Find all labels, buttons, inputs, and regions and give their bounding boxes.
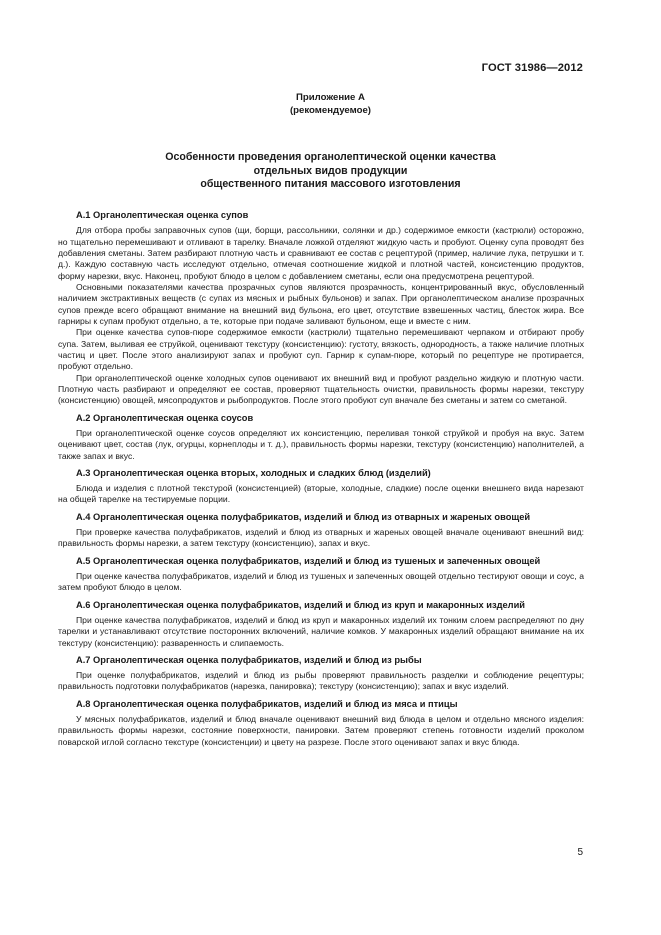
paragraph: Основными показателями качества прозрачных супов являются прозрачность, концентрированный вкус, обусловленный наличием экстрактивных веществ (с супах из мясных и рыбных бульонов) и запах. При органолептическом анализе прозрачных супов прежде всего обращают внимание на внешний вид бульона, его цвет, отсутствие взвешенных частиц, блесток жира. Все гарниры к супам пробуют отдельно, а те, которые при подаче заливают бульоном, еще и вместе с ним.	[58, 281, 584, 326]
document-code: ГОСТ 31986—2012	[481, 62, 583, 74]
section-heading: А.5 Органолептическая оценка полуфабрикатов, изделий и блюд из тушеных и запеченных овощей	[76, 555, 541, 566]
paragraph: Блюда и изделия с плотной текстурой (консистенцией) (вторые, холодные, сладкие) после оценки внешнего вида нарезают на общей тарелке на тестируемые порции.	[58, 483, 584, 505]
section	[58, 655, 584, 693]
section-heading: А.2 Органолептическая оценка соусов	[76, 412, 254, 423]
section-heading: А.7 Органолептическая оценка полуфабрикатов, изделий и блюд из рыбы	[76, 654, 422, 665]
page-number: 5	[577, 847, 583, 858]
paragraph: При оценке качества полуфабрикатов, изделий и блюд из тушеных и запеченных овощей отдельно тестируют овощи и соус, а затем пробуют блюдо в целом.	[58, 570, 584, 593]
document-body	[58, 210, 584, 748]
paragraph: При органолептической оценке соусов определяют их консистенцию, переливая тонкой струйкой и пробуя на вкус. Затем оценивают цвет, состав (лук, огурцы, корнеплоды и т. д.), правильность формы нарезки, текстуру (консистенцию) наполнителей, а также запах и вкус.	[58, 427, 584, 461]
paragraph: При проверке качества полуфабрикатов, изделий и блюд из отварных и жареных овощей вначале оценивают внешний вид: правильность формы нарезки, а затем текстуру (консистенцию), запах и вкус.	[58, 527, 584, 549]
section	[58, 556, 584, 594]
section-heading: А.3 Органолептическая оценка вторых, холодных и сладких блюд (изделий)	[76, 467, 431, 478]
section	[58, 699, 584, 748]
title-line: Особенности проведения органолептической оценки качества	[165, 151, 496, 163]
paragraph: У мясных полуфабрикатов, изделий и блюд вначале оценивают внешний вид блюда в целом и отдельно мясного изделия: правильность формы нарезки, состояние поверхности, панировки. Затем проверяют степень готовности изделий проколом поварской иглой согласно текстуре (консистенции) и цвету на разрезе. После этого оценивают запах и вкус блюда.	[58, 713, 584, 747]
section	[58, 468, 584, 506]
paragraph: При оценке качества полуфабрикатов, изделий и блюд из круп и макаронных изделий их тонким слоем распределяют по дну тарелки и устанавливают отсутствие посторонних включений, наличие комков. У макаронных изделий обращают внимание на их текстуру (консистенцию): разваренность и слипаемость.	[58, 614, 584, 648]
section-heading: А.6 Органолептическая оценка полуфабрикатов, изделий и блюд из круп и макаронных изделий	[76, 599, 526, 610]
appendix-status: (рекомендуемое)	[289, 105, 371, 116]
title-line: общественного питания массового изготовления	[200, 178, 461, 191]
paragraph: При органолептической оценке холодных супов оценивают их внешний вид и пробуют раздельно жидкую и плотную части. Плотную часть разбирают и определяют ее состав, проверяют тщательность очистки, правильность формы нарезки, текстуру (консистенцию) овощей, мясопродуктов и рыбопродуктов. После этого пробуют суп вначале без сметаны и затем со сметаной.	[58, 372, 584, 406]
title-line: отдельных видов продукции	[253, 164, 408, 177]
section	[58, 512, 584, 550]
section	[58, 413, 584, 462]
page-title	[0, 151, 661, 192]
paragraph: При оценке качества супов-пюре содержимое емкости (кастрюли) тщательно перемешивают черпаком и отбирают пробу супа. Затем, выливая ее струйкой, оценивают текстуру (консистенцию): густоту, вязкость, однородность, а также наличие плотных частиц и цвет. После этого анализируют запах и пробуют суп. Гарнир к супам-пюре, который по рецептуре не протирается, пробуют отдельно.	[58, 327, 584, 372]
paragraph: Для отбора пробы заправочных супов (щи, борщи, рассольники, солянки и др.) содержимое емкости (кастрюли) осторожно, но тщательно перемешивают и отливают в тарелку. Вначале ложкой отделяют жидкую часть и пробуют. Оценку супа проводят без добавления сметаны. Затем разбирают плотную часть и сравнивают ее состав с рецептурой (пример, наличие лука, петрушки и т. д.). Каждую составную часть исследуют отдельно, отмечая соотношение жидкой и плотной частей, консистенцию продуктов, форму нарезки, вкус. Наконец, пробуют блюдо в целом с добавлением сметаны, если она предусмотрена рецептурой.	[58, 225, 584, 281]
section	[58, 210, 584, 407]
appendix-heading	[0, 91, 661, 117]
section	[58, 600, 584, 649]
section-heading: А.1 Органолептическая оценка супов	[76, 210, 249, 220]
section-heading: А.8 Органолептическая оценка полуфабрикатов, изделий и блюд из мяса и птицы	[76, 698, 458, 709]
paragraph: При оценке полуфабрикатов, изделий и блюд из рыбы проверяют правильность разделки и соблюдение рецептуры; правильность подготовки полуфабрикатов (нарезка, панировка); текстуру (консистенцию); запах и вкус изделий.	[58, 670, 584, 692]
appendix-label: Приложение А	[296, 92, 365, 103]
section-heading: А.4 Органолептическая оценка полуфабрикатов, изделий и блюд из отварных и жареных овощей	[76, 511, 531, 522]
